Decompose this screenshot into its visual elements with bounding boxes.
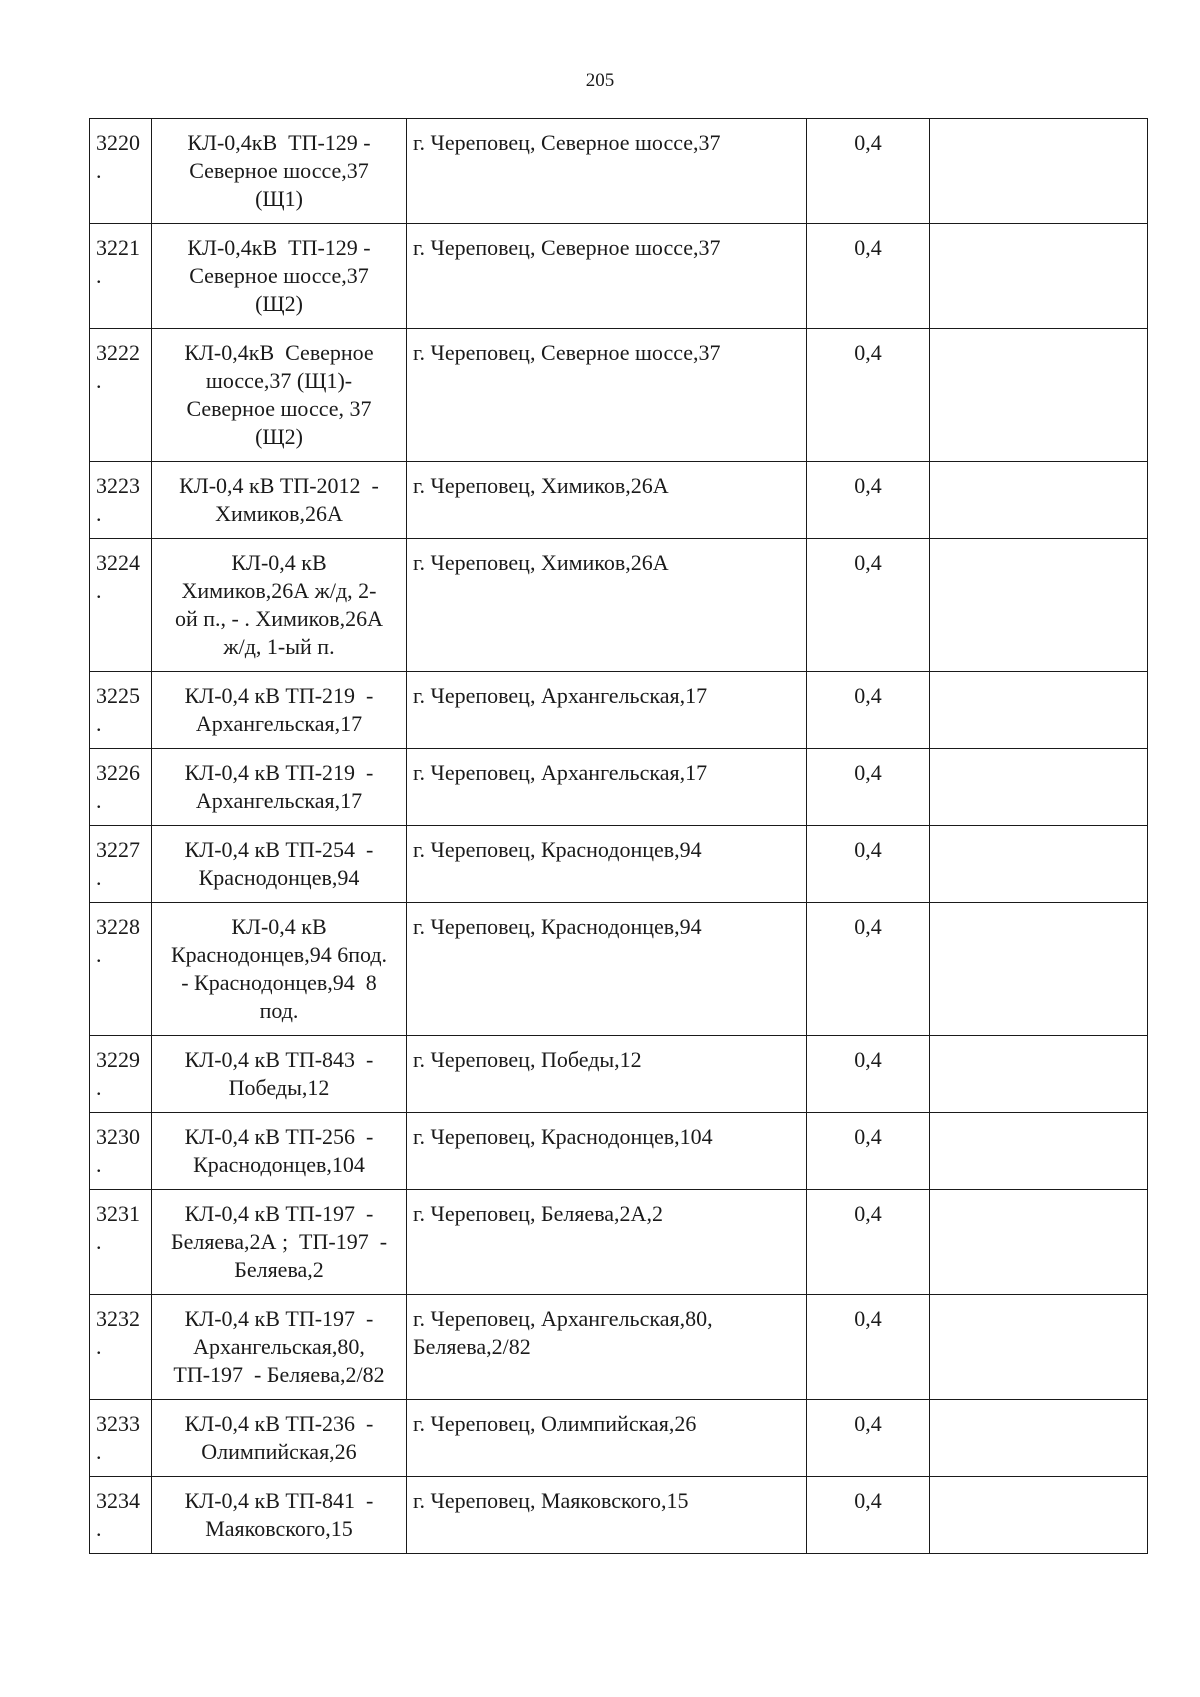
line-name-cell — [152, 1477, 407, 1554]
line-name-text: КЛ-0,4 кВ ТП-254 - — [184, 837, 374, 862]
empty-cell — [930, 749, 1148, 826]
line-name-text: КЛ-0,4 кВ ТП-219 - — [184, 683, 374, 708]
voltage-cell: 0,4 — [807, 329, 930, 462]
address-text: г. Череповец, Химиков,26А — [413, 473, 669, 498]
voltage-cell: 0,4 — [807, 672, 930, 749]
line-name-text: (Щ2) — [255, 291, 303, 316]
table-body — [90, 119, 1148, 1554]
line-name-text: под. — [259, 998, 299, 1023]
address-cell — [407, 1477, 807, 1554]
voltage-cell: 0,4 — [807, 1113, 930, 1190]
voltage-cell: 0,4 — [807, 224, 930, 329]
line-name-cell — [152, 826, 407, 903]
address-text: г. Череповец, Победы,12 — [413, 1047, 642, 1072]
line-name-text: Северное шоссе,37 — [189, 263, 369, 288]
line-name-cell — [152, 462, 407, 539]
line-name-text: Олимпийская,26 — [201, 1439, 357, 1464]
address-text: г. Череповец, Северное шоссе,37 — [413, 235, 721, 260]
line-name-cell — [152, 329, 407, 462]
voltage-cell: 0,4 — [807, 1190, 930, 1295]
table-row — [90, 329, 1148, 462]
address-text: г. Череповец, Северное шоссе,37 — [413, 130, 721, 155]
row-number-cell: 3227. — [90, 826, 152, 903]
empty-cell — [930, 672, 1148, 749]
line-name-text: КЛ-0,4 кВ — [231, 914, 327, 939]
line-name-text: Маяковского,15 — [205, 1516, 353, 1541]
line-name-text: (Щ1) — [255, 186, 303, 211]
voltage-cell: 0,4 — [807, 119, 930, 224]
empty-cell — [930, 1113, 1148, 1190]
empty-cell — [930, 1477, 1148, 1554]
empty-cell — [930, 1400, 1148, 1477]
voltage-cell: 0,4 — [807, 539, 930, 672]
cable-lines-table — [89, 118, 1148, 1554]
address-cell — [407, 539, 807, 672]
address-cell — [407, 1295, 807, 1400]
line-name-text: Краснодонцев,94 6под. — [170, 942, 388, 967]
address-cell — [407, 329, 807, 462]
line-name-cell — [152, 539, 407, 672]
row-number-cell: 3231. — [90, 1190, 152, 1295]
line-name-cell — [152, 749, 407, 826]
line-name-text: КЛ-0,4кВ ТП-129 - — [187, 235, 371, 260]
line-name-text: Беляева,2А ; ТП-197 - — [170, 1229, 388, 1254]
address-cell — [407, 1190, 807, 1295]
empty-cell — [930, 1295, 1148, 1400]
line-name-text: КЛ-0,4 кВ ТП-256 - — [184, 1124, 374, 1149]
line-name-text: КЛ-0,4 кВ ТП-219 - — [184, 760, 374, 785]
empty-cell — [930, 462, 1148, 539]
line-name-cell — [152, 672, 407, 749]
line-name-cell — [152, 224, 407, 329]
line-name-cell — [152, 1295, 407, 1400]
line-name-text: Архангельская,17 — [195, 711, 363, 736]
row-number-cell: 3228. — [90, 903, 152, 1036]
empty-cell — [930, 224, 1148, 329]
address-cell — [407, 826, 807, 903]
row-number-cell: 3233. — [90, 1400, 152, 1477]
line-name-text: - Краснодонцев,94 8 — [181, 970, 377, 995]
voltage-cell: 0,4 — [807, 462, 930, 539]
row-number-cell: 3224. — [90, 539, 152, 672]
line-name-text: Архангельская,17 — [195, 788, 363, 813]
voltage-cell: 0,4 — [807, 826, 930, 903]
table-row — [90, 903, 1148, 1036]
address-cell — [407, 462, 807, 539]
line-name-text: КЛ-0,4 кВ ТП-197 - — [184, 1306, 374, 1331]
line-name-text: Победы,12 — [228, 1075, 330, 1100]
line-name-text: ж/д, 1-ый п. — [223, 634, 335, 659]
table-row — [90, 1400, 1148, 1477]
address-text: г. Череповец, Беляева,2А,2 — [413, 1201, 663, 1226]
table-row — [90, 1477, 1148, 1554]
address-text: г. Череповец, Архангельская,80, — [413, 1306, 713, 1331]
address-text: г. Череповец, Маяковского,15 — [413, 1488, 689, 1513]
address-text: г. Череповец, Северное шоссе,37 — [413, 340, 721, 365]
address-text: Беляева,2/82 — [413, 1334, 531, 1359]
address-text: г. Череповец, Краснодонцев,94 — [413, 914, 702, 939]
address-cell — [407, 224, 807, 329]
line-name-text: (Щ2) — [255, 424, 303, 449]
line-name-text: КЛ-0,4 кВ ТП-841 - — [184, 1488, 374, 1513]
empty-cell — [930, 539, 1148, 672]
table-row — [90, 119, 1148, 224]
address-cell — [407, 903, 807, 1036]
address-cell — [407, 1113, 807, 1190]
line-name-cell — [152, 1400, 407, 1477]
empty-cell — [930, 329, 1148, 462]
line-name-cell — [152, 1113, 407, 1190]
line-name-text: КЛ-0,4 кВ — [231, 550, 327, 575]
line-name-text: КЛ-0,4 кВ ТП-197 - — [184, 1201, 374, 1226]
address-cell — [407, 119, 807, 224]
row-number-cell: 3234. — [90, 1477, 152, 1554]
empty-cell — [930, 826, 1148, 903]
table-row — [90, 826, 1148, 903]
line-name-text: Химиков,26А — [215, 501, 343, 526]
empty-cell — [930, 903, 1148, 1036]
row-number-cell: 3225. — [90, 672, 152, 749]
line-name-text: Беляева,2 — [234, 1257, 324, 1282]
row-number-cell: 3229. — [90, 1036, 152, 1113]
line-name-text: КЛ-0,4 кВ ТП-236 - — [184, 1411, 374, 1436]
row-number-cell: 3221. — [90, 224, 152, 329]
table-row — [90, 1113, 1148, 1190]
empty-cell — [930, 1190, 1148, 1295]
line-name-cell — [152, 119, 407, 224]
row-number-cell: 3226. — [90, 749, 152, 826]
line-name-text: Краснодонцев,104 — [193, 1152, 365, 1177]
line-name-text: Краснодонцев,94 — [198, 865, 360, 890]
address-cell — [407, 1036, 807, 1113]
address-text: г. Череповец, Архангельская,17 — [413, 683, 708, 708]
line-name-cell — [152, 903, 407, 1036]
line-name-text: Северное шоссе, 37 — [186, 396, 372, 421]
address-cell — [407, 1400, 807, 1477]
line-name-text: ой п., - . Химиков,26А — [174, 606, 384, 631]
empty-cell — [930, 1036, 1148, 1113]
page-number: 205 — [585, 70, 615, 91]
line-name-text: КЛ-0,4 кВ ТП-2012 - — [179, 473, 379, 498]
table-row — [90, 1295, 1148, 1400]
row-number-cell: 3223. — [90, 462, 152, 539]
table-row — [90, 1190, 1148, 1295]
line-name-cell — [152, 1036, 407, 1113]
line-name-text: ТП-197 - Беляева,2/82 — [173, 1362, 385, 1387]
table-row — [90, 672, 1148, 749]
table-row — [90, 1036, 1148, 1113]
line-name-text: КЛ-0,4 кВ ТП-843 - — [184, 1047, 374, 1072]
voltage-cell: 0,4 — [807, 749, 930, 826]
line-name-text: шоссе,37 (Щ1)- — [205, 368, 353, 393]
address-text: г. Череповец, Краснодонцев,104 — [413, 1124, 713, 1149]
address-cell — [407, 749, 807, 826]
address-text: г. Череповец, Архангельская,17 — [413, 760, 708, 785]
line-name-cell — [152, 1190, 407, 1295]
line-name-text: Химиков,26А ж/д, 2- — [181, 578, 377, 603]
row-number-cell: 3230. — [90, 1113, 152, 1190]
address-cell — [407, 672, 807, 749]
empty-cell — [930, 119, 1148, 224]
row-number-cell: 3232. — [90, 1295, 152, 1400]
table-row — [90, 224, 1148, 329]
address-text: г. Череповец, Химиков,26А — [413, 550, 669, 575]
row-number-cell: 3220. — [90, 119, 152, 224]
voltage-cell: 0,4 — [807, 1295, 930, 1400]
voltage-cell: 0,4 — [807, 1036, 930, 1113]
row-number-cell: 3222. — [90, 329, 152, 462]
line-name-text: Архангельская,80, — [193, 1334, 365, 1359]
table-row — [90, 462, 1148, 539]
line-name-text: Северное шоссе,37 — [189, 158, 369, 183]
voltage-cell: 0,4 — [807, 903, 930, 1036]
address-text: г. Череповец, Олимпийская,26 — [413, 1411, 697, 1436]
voltage-cell: 0,4 — [807, 1477, 930, 1554]
line-name-text: КЛ-0,4кВ ТП-129 - — [187, 130, 371, 155]
voltage-cell: 0,4 — [807, 1400, 930, 1477]
address-text: г. Череповец, Краснодонцев,94 — [413, 837, 702, 862]
line-name-text: КЛ-0,4кВ Северное — [184, 340, 374, 365]
table-row — [90, 539, 1148, 672]
table-row — [90, 749, 1148, 826]
